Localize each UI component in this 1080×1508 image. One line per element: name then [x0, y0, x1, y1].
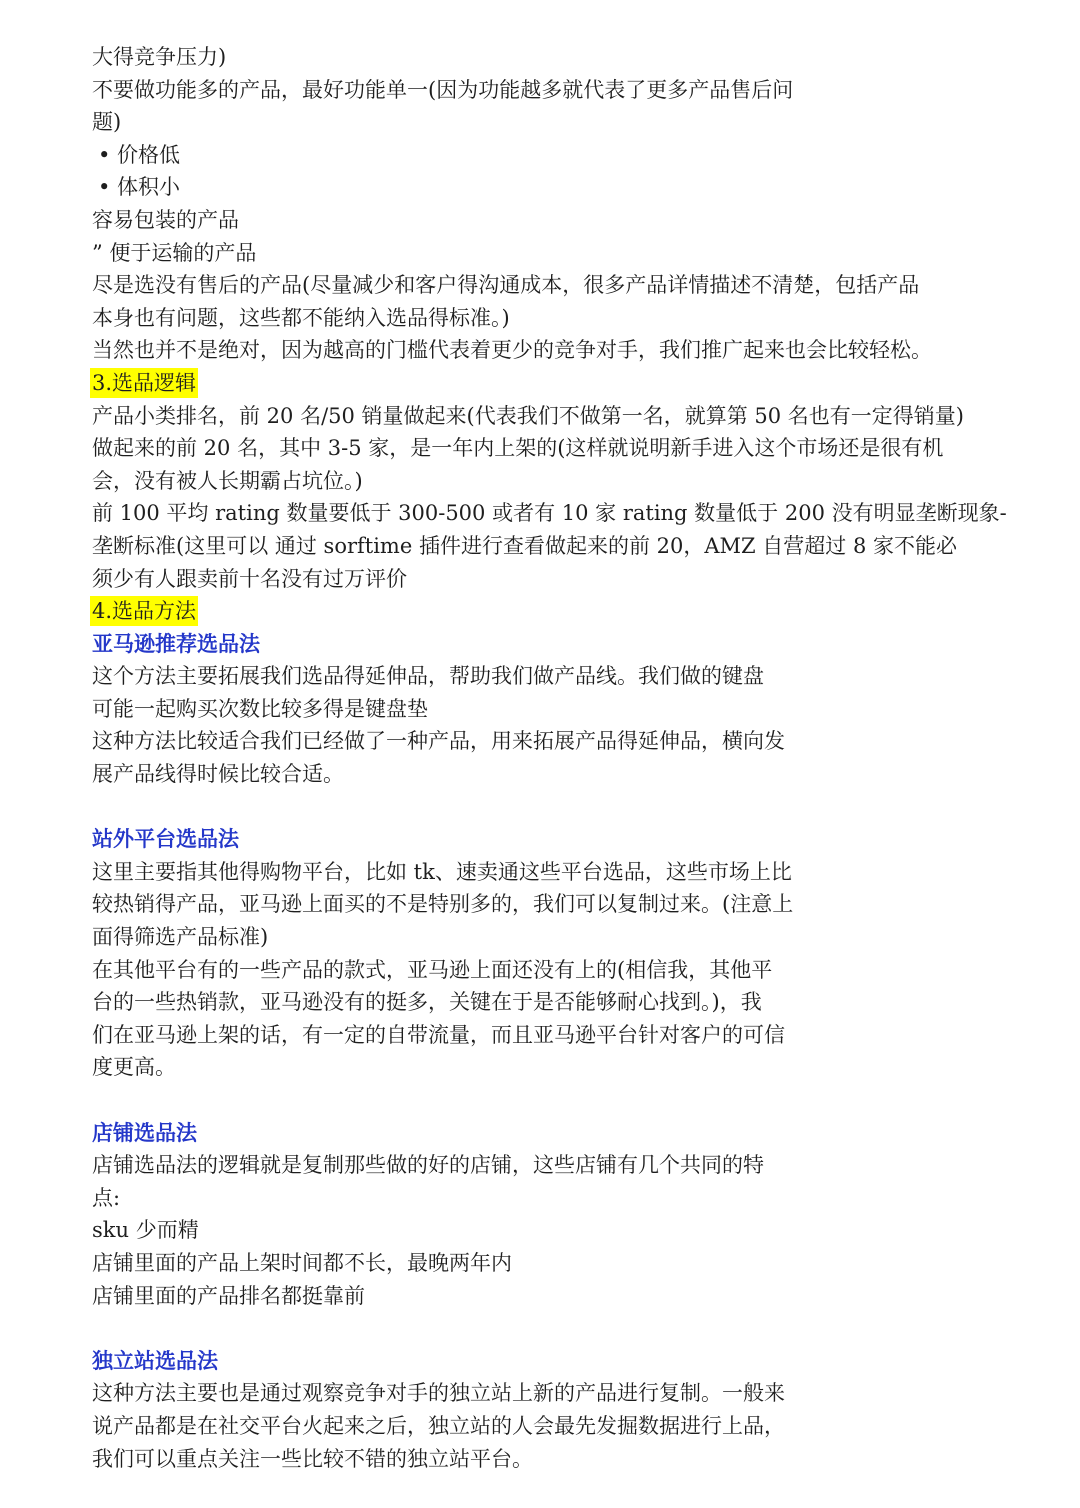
text-line: 本身也有问题，这些都不能纳入选品得标准。)	[92, 305, 510, 330]
bullet-item: • 体积小	[98, 175, 181, 200]
text-line: sku 少而精	[92, 1218, 199, 1243]
text-line: 题)	[92, 110, 122, 135]
text-line: 产品小类排名，前 20 名/50 销量做起来(代表我们不做第一名，就算第 50 名也有一定得销量)	[92, 403, 964, 428]
method-title-offsite-platform: 站外平台选品法	[92, 826, 239, 852]
section-heading-row	[92, 367, 992, 400]
text-line: 这种方法主要也是通过观察竞争对手的独立站上新的产品进行复制。一般来	[92, 1381, 785, 1406]
section-heading-selection-methods: 4.选品方法	[90, 596, 198, 626]
text-line: 度更高。	[92, 1055, 176, 1080]
text-line: 尽是选没有售后的产品(尽量减少和客户得沟通成本，很多产品详情描述不清楚，包括产品	[92, 273, 920, 298]
section-heading-row	[92, 595, 992, 628]
blank-line	[92, 791, 992, 824]
bullet-item: • 价格低	[98, 142, 181, 167]
text-line: 台的一些热销款，亚马逊没有的挺多，关键在于是否能够耐心找到。)，我	[92, 990, 762, 1015]
method-title-amazon-recommend: 亚马逊推荐选品法	[92, 630, 260, 656]
blank-line	[92, 1084, 992, 1117]
text-line: 这个方法主要拓展我们选品得延伸品，帮助我们做产品线。我们做的键盘	[92, 664, 764, 689]
text-line: 们在亚马逊上架的话，有一定的自带流量，而且亚马逊平台针对客户的可信	[92, 1022, 785, 1047]
text-line: 这种方法比较适合我们已经做了一种产品，用来拓展产品得延伸品，横向发	[92, 729, 785, 754]
text-line: 较热销得产品，亚马逊上面买的不是特别多的，我们可以复制过来。(注意上	[92, 892, 794, 917]
text-line: 不要做功能多的产品，最好功能单一(因为功能越多就代表了更多产品售后问	[92, 77, 794, 102]
text-line: 会，没有被人长期霸占坑位。)	[92, 468, 363, 493]
text-line: 点:	[92, 1185, 121, 1210]
method-title-store: 店铺选品法	[92, 1119, 197, 1145]
text-line: 这里主要指其他得购物平台，比如 tk、速卖通这些平台选品，这些市场上比	[92, 859, 792, 884]
document-page	[92, 41, 1007, 1475]
text-line: 做起来的前 20 名，其中 3-5 家，是一年内上架的(这样就说明新手进入这个市场还是很有机	[92, 436, 944, 461]
text-line: 须少有人跟卖前十名没有过万评价	[92, 566, 407, 591]
method-title-independent-site: 独立站选品法	[92, 1347, 218, 1373]
text-line: ” 便于运输的产品	[92, 240, 257, 265]
text-line: 前 100 平均 rating 数量要低于 300-500 或者有 10 家 rating 数量低于 200 没有明显垄断现象-	[92, 501, 1007, 526]
text-line: 店铺选品法的逻辑就是复制那些做的好的店铺，这些店铺有几个共同的特	[92, 1153, 764, 1178]
text-line: 我们可以重点关注一些比较不错的独立站平台。	[92, 1446, 533, 1471]
text-line: 大得竞争压力)	[92, 45, 227, 69]
text-line: 店铺里面的产品上架时间都不长，最晚两年内	[92, 1250, 512, 1275]
text-line: 可能一起购买次数比较多得是键盘垫	[92, 696, 428, 721]
text-line: 面得筛选产品标准)	[92, 925, 269, 950]
text-line: 店铺里面的产品排名都挺靠前	[92, 1283, 365, 1308]
section-heading-selection-logic: 3.选品逻辑	[90, 368, 198, 398]
text-line: 在其他平台有的一些产品的款式，亚马逊上面还没有上的(相信我，其他平	[92, 957, 773, 982]
text-line: 当然也并不是绝对，因为越高的门槛代表着更少的竞争对手，我们推广起来也会比较轻松。	[92, 338, 932, 363]
text-line: 垄断标准(这里可以 通过 sorftime 插件进行查看做起来的前 20，AMZ 自营超过 8 家不能必	[92, 533, 957, 558]
blank-line	[92, 1312, 992, 1345]
text-line: 展产品线得时候比较合适。	[92, 762, 344, 787]
text-line: 容易包装的产品	[92, 207, 239, 232]
text-line: 说产品都是在社交平台火起来之后，独立站的人会最先发掘数据进行上品，	[92, 1413, 785, 1438]
